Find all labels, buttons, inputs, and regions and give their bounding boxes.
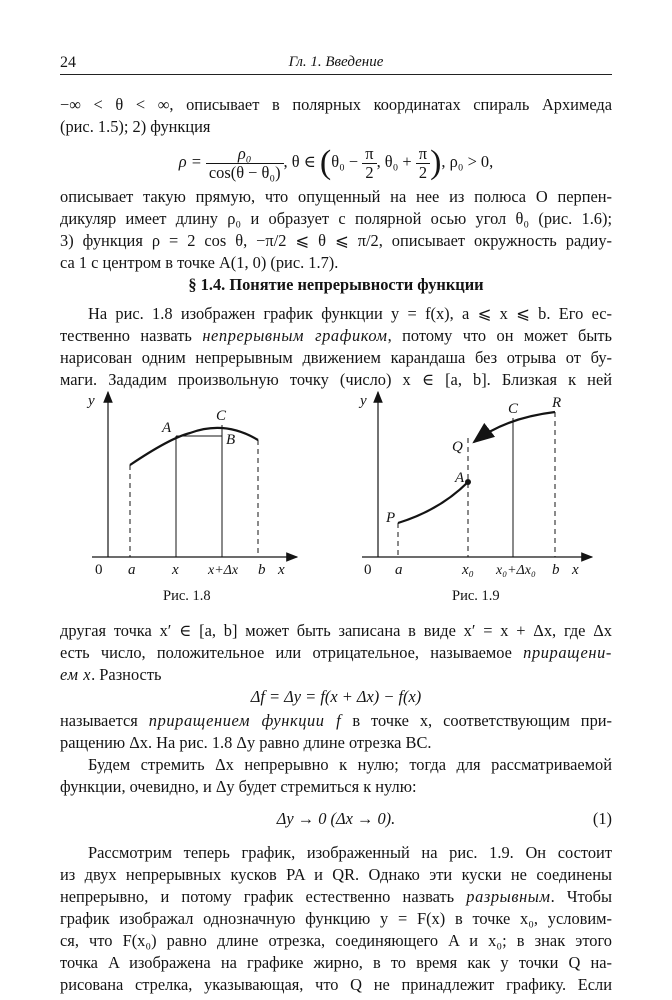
pi-half-1 [362, 145, 376, 182]
para5-line2: ращению Δx. На рис. 1.8 Δy равно длине отрезка BC. [60, 733, 432, 752]
fig19-caption: Рис. 1.9 [452, 588, 500, 604]
figure-1-9 [362, 392, 592, 557]
left-paren: ( [319, 144, 332, 182]
fig19-point-A [465, 479, 471, 485]
fraction-denominator: cos(θ − θ₀) [208, 162, 281, 182]
fig18-caption: Рис. 1.8 [163, 588, 211, 604]
text-run: . Разность [91, 665, 162, 684]
text-run: есть число, положительное или отрицательное, называемое [60, 643, 524, 662]
pi-den-2: 2 [418, 162, 428, 182]
emphasis-term: ем x [60, 665, 92, 684]
para3-line4: маги. Зададим произвольную точку (число) x ∈ [a, b]. Близкая к ней [60, 370, 612, 389]
para7-line5: ся, что F(x₀) равно длине отрезка, соединяющего A и x₀; в знак этого [60, 931, 612, 950]
fig19-x0-label: x₀ [462, 562, 474, 578]
emphasis-term: непрерывным графиком [202, 326, 388, 345]
right-paren: ) [430, 144, 442, 182]
text-run: называется [60, 711, 149, 730]
para1-line2: (рис. 1.5); 2) функция [60, 117, 211, 136]
pi-num-2: π [416, 145, 430, 164]
fig19-label-C: C [508, 401, 519, 417]
page-number: 24 [60, 54, 76, 71]
chapter-title: Гл. 1. Введение [288, 54, 384, 70]
para6-line1: Будем стремить Δx непрерывно к нулю; тогда для рассматриваемой [88, 755, 612, 774]
para4-line2 [60, 642, 612, 664]
text-run: , потому что он может быть [387, 326, 613, 345]
para2-line3: 3) функция ρ = 2 cos θ, −π/2 ⩽ θ ⩽ π/2, описывает окружность радиу- [60, 231, 612, 250]
fig19-a-label: a [395, 562, 403, 578]
formula-limit: Δy → 0 (Δx → 0). [276, 809, 396, 828]
para4-line1: другая точка x′ ∈ [a, b] может быть записана в виде x′ = x + Δx, где Δx [60, 621, 612, 640]
formula-limit-line [60, 808, 612, 830]
interval-sep: , θ₀ + [376, 152, 412, 171]
fig19-y-label: y [360, 393, 367, 409]
fig18-label-C: C [216, 408, 227, 424]
para2-line4: са 1 с центром в точке A(1, 0) (рис. 1.7). [60, 253, 339, 272]
interval-left: θ₀ − [331, 152, 359, 171]
equation-number: (1) [592, 809, 612, 828]
section-title: § 1.4. Понятие непрерывности функции [188, 275, 484, 294]
para7-line2: из двух непрерывных кусков PA и QR. Однако эти куски не соединены [60, 865, 612, 884]
para7-line7: рисована стрелка, указывающая, что Q не принадлежит графику. Если [60, 975, 612, 994]
fig18-x-tick: x [172, 562, 179, 578]
para7-line1: Рассмотрим теперь график, изображенный на рис. 1.9. Он состоит [88, 843, 612, 862]
text-run: непрерывно, и потому график естественно назвать [60, 887, 467, 906]
formula-rho: ρ = [178, 152, 202, 171]
para6-line2: функции, очевидно, и Δy будет стремиться к нулю: [60, 777, 417, 796]
fig18-zero: 0 [95, 562, 103, 578]
figures-area [0, 380, 672, 620]
fig18-a-label: a [128, 562, 136, 578]
fig19-x0dx-label: x₀+Δx₀ [496, 563, 536, 578]
emphasis-term: приращени- [523, 643, 612, 662]
figure-1-8 [92, 392, 297, 557]
para3-line3: нарисован одним непрерывным движением карандаша без отрыва от бу- [60, 348, 612, 367]
fig19-curve-PA [398, 482, 468, 523]
fig18-b-label: b [258, 562, 266, 578]
text-run: . Чтобы [550, 887, 612, 906]
fig19-label-P: P [386, 510, 396, 526]
para2-line1: описывает такую прямую, что опущенный на нее из полюса O перпен- [60, 187, 612, 206]
fig18-y-label: y [88, 393, 95, 409]
fig19-label-Q: Q [452, 439, 463, 455]
pi-num-1: π [362, 145, 376, 164]
formula-fraction [206, 145, 284, 182]
text-run: в точке x, соответствующим при- [341, 711, 612, 730]
fig19-label-R: R [552, 395, 562, 411]
formula-condition-end: , ρ₀ > 0, [441, 152, 494, 171]
fig18-curve [130, 428, 258, 465]
para3-line2 [60, 325, 612, 347]
para2-line2: дикуляр имеет длину ρ₀ и образует с полярной осью угол θ₀ (рис. 1.6); [60, 209, 612, 228]
fig18-label-A: A [162, 420, 172, 436]
fig19-b-label: b [552, 562, 560, 578]
formula-increment-text: Δf = Δy = f(x + Δx) − f(x) [250, 687, 422, 706]
para5-line1 [60, 710, 612, 732]
formula-polar-line [60, 140, 612, 184]
para7-line3 [60, 886, 612, 908]
fig18-x-axis-label: x [278, 562, 285, 578]
formula-increment [60, 670, 612, 706]
fig19-zero: 0 [364, 562, 372, 578]
fraction-numerator: ρ₀ [206, 145, 284, 164]
para7-line4: график изображал однозначную функцию y = F(x) в точке x₀, условим- [60, 909, 612, 928]
para3-line1: На рис. 1.8 изображен график функции y = f(x), a ⩽ x ⩽ b. Его ес- [88, 304, 612, 323]
fig19-x-axis-label: x [572, 562, 579, 578]
text-run: тественно назвать [60, 326, 203, 345]
emphasis-term: приращением функции f [148, 711, 342, 730]
para1-line1: −∞ < θ < ∞, описывает в полярных координатах спираль Архимеда [60, 95, 612, 114]
fig18-xdx-label: x+Δx [208, 563, 239, 578]
fig19-label-A: A [455, 470, 465, 486]
pi-den-1: 2 [365, 162, 374, 182]
formula-condition-start: , θ ∈ [283, 152, 316, 171]
pi-half-2 [416, 145, 430, 182]
fig18-label-B: B [226, 432, 236, 448]
para7-line6: точка A изображена на графике жирно, в то время как у точки Q на- [60, 953, 612, 972]
running-header [60, 52, 612, 75]
emphasis-term: разрывным [466, 887, 551, 906]
